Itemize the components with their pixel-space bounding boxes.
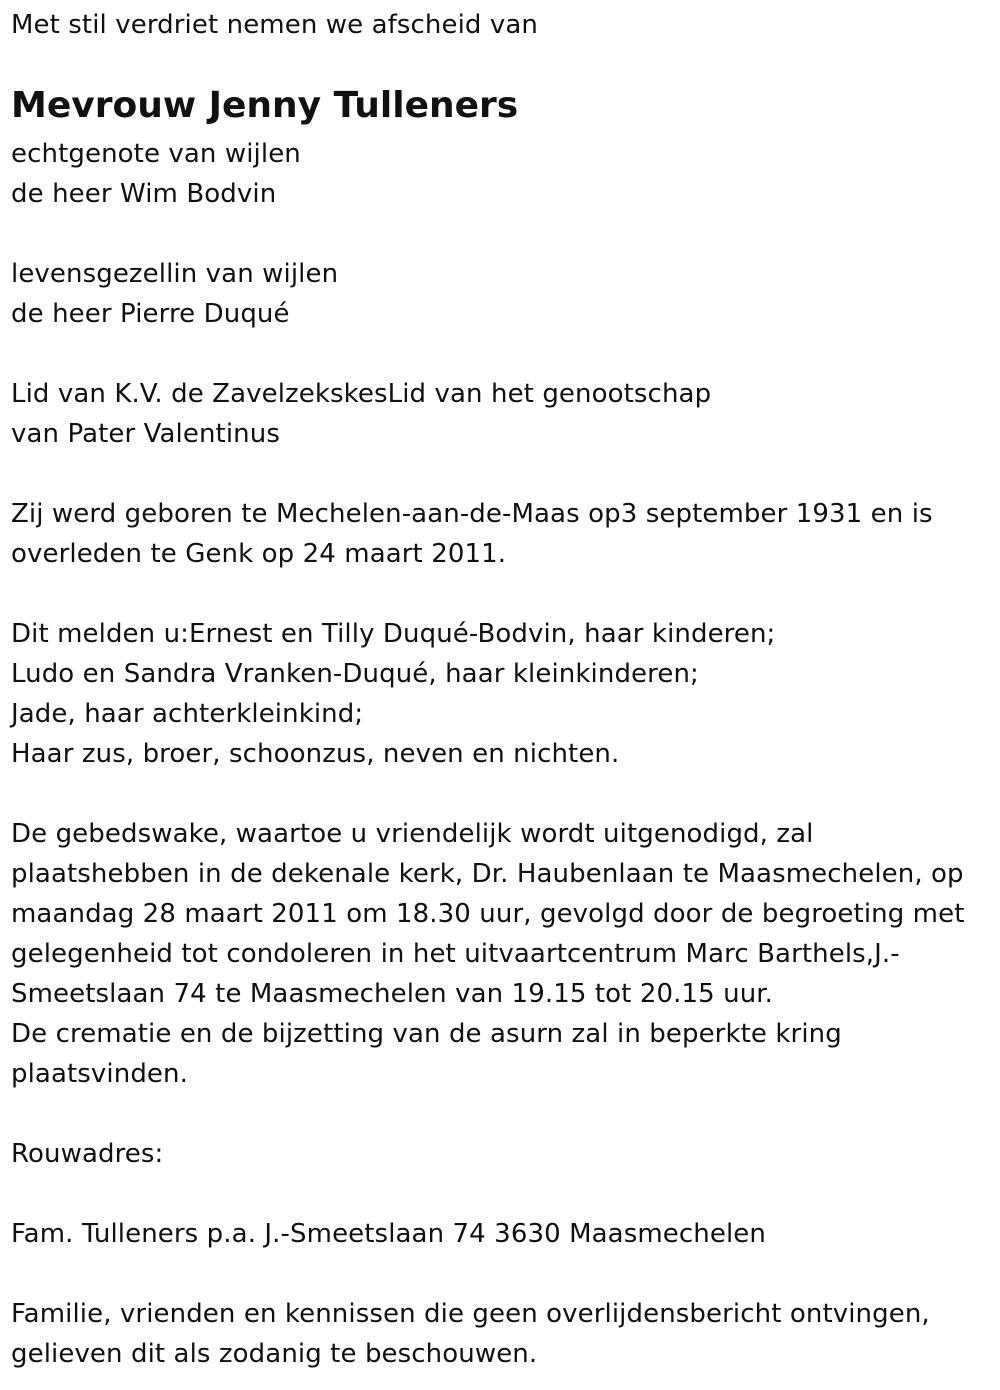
birth-death-line-2: overleden te Genk op 24 maart 2011.	[11, 539, 507, 569]
closing-line-2: gelieven dit als zodanig te beschouwen.	[11, 1339, 538, 1369]
family-line-1: Dit melden u:Ernest en Tilly Duqué-Bodvin, haar kinderen;	[11, 619, 776, 649]
intro-text: Met stil verdriet nemen we afscheid van	[11, 10, 538, 40]
ceremony-line-7: plaatsvinden.	[11, 1059, 188, 1089]
ceremony-line-4: gelegenheid tot condoleren in het uitvaartcentrum Marc Barthels,J.-	[11, 939, 900, 969]
ceremony-line-5: Smeetslaan 74 te Maasmechelen van 19.15 tot 20.15 uur.	[11, 979, 774, 1009]
family-line-3: Jade, haar achterkleinkind;	[11, 699, 364, 729]
ceremony-line-2: plaatshebben in de dekenale kerk, Dr. Haubenlaan te Maasmechelen, op	[11, 859, 964, 889]
partner-line-2: de heer Pierre Duqué	[11, 299, 290, 329]
spouse-line-2: de heer Wim Bodvin	[11, 179, 277, 209]
membership-line-2: van Pater Valentinus	[11, 419, 280, 449]
address-text: Fam. Tulleners p.a. J.-Smeetslaan 74 3630 Maasmechelen	[11, 1219, 766, 1249]
partner-line-1: levensgezellin van wijlen	[11, 259, 339, 289]
closing-line-1: Familie, vrienden en kennissen die geen overlijdensbericht ontvingen,	[11, 1299, 930, 1329]
spouse-line-1: echtgenote van wijlen	[11, 139, 301, 169]
deceased-name: Mevrouw Jenny Tulleners	[11, 85, 519, 126]
birth-death-line-1: Zij werd geboren te Mechelen-aan-de-Maas op3 september 1931 en is	[11, 499, 933, 529]
ceremony-line-6: De crematie en de bijzetting van de asurn zal in beperkte kring	[11, 1019, 842, 1049]
family-line-2: Ludo en Sandra Vranken-Duqué, haar kleinkinderen;	[11, 659, 699, 689]
ceremony-line-1: De gebedswake, waartoe u vriendelijk wordt uitgenodigd, zal	[11, 819, 814, 849]
ceremony-line-3: maandag 28 maart 2011 om 18.30 uur, gevolgd door de begroeting met	[11, 899, 965, 929]
membership-line-1: Lid van K.V. de ZavelzekskesLid van het genootschap	[11, 379, 712, 409]
address-label: Rouwadres:	[11, 1139, 164, 1169]
family-line-4: Haar zus, broer, schoonzus, neven en nichten.	[11, 739, 620, 769]
